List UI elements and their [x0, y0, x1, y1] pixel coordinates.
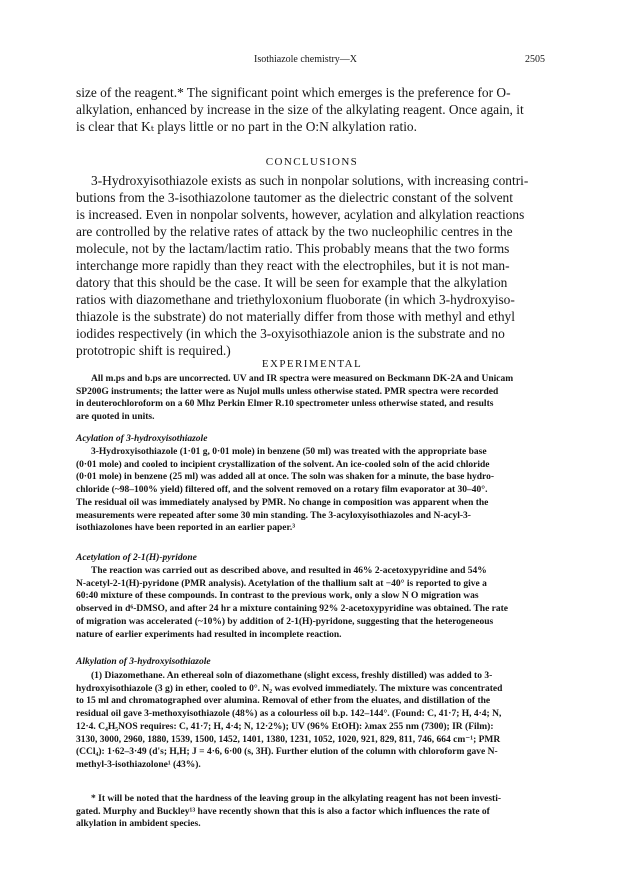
text-line: nature of earlier experiments had resulted in incomplete reaction. — [76, 629, 342, 640]
text-line: methyl-3-isothiazolone¹ (43%). — [76, 759, 201, 770]
text-line: The reaction was carried out as described above, and resulted in 46% 2-acetoxypyridine and 54% — [91, 566, 487, 576]
acetylation-heading: Acetylation of 2-1(H)-pyridone — [76, 553, 197, 563]
text-line: 3-Hydroxyisothiazole (1·01 g, 0·01 mole) in benzene (50 ml) was treated with the appropriate base — [91, 447, 487, 457]
text-line: interchange more rapidly than they react with the electrophiles, but it is not man- — [76, 258, 510, 273]
text-line: size of the reagent.* The significant point which emerges is the preference for O- — [76, 85, 511, 100]
text-line: are quoted in units. — [76, 412, 155, 423]
text-line: (0·01 mole) in benzene (25 ml) was added all at once. The soln was shaken for a minute, the base hydro- — [76, 472, 495, 483]
text-line: observed in d⁶-DMSO, and after 24 hr a mixture containing 92% 2-acetoxypyridine was obtained. The rate — [76, 604, 509, 615]
text-line: 12·4. C₄H₅NOS requires: C, 41·7; H, 4·4; N, 12·2%); UV (96% EtOH): λmax 255 nm (7300); IR (Film): — [76, 721, 494, 732]
text-line: 3-Hydroxyisothiazole exists as such in nonpolar solutions, with increasing contri- — [91, 173, 529, 188]
text-line: All m.ps and b.ps are uncorrected. UV and IR spectra were measured on Beckmann DK-2A and Unicam — [91, 374, 514, 384]
footnote-line: * It will be noted that the hardness of the leaving group in the alkylating reagent has not been investi- — [91, 794, 502, 804]
footnote — [76, 793, 548, 831]
text-line: to 15 ml and chromatographed over alumina. Removal of ether from the eluates, and distillation of the — [76, 696, 491, 707]
conclusions-heading: CONCLUSIONS — [265, 156, 359, 168]
text-line: datory that this should be the case. It will be seen for example that the alkylation — [76, 275, 508, 290]
text-line: (1) Diazomethane. An ethereal soln of diazomethane (slight excess, freshly distilled) was added to 3- — [91, 671, 493, 681]
text-line: SP200G instruments; the latter were as Nujol mulls unless otherwise stated. PMR spectra were recorded — [76, 386, 499, 397]
text-line: chloride (~98–100% yield) filtered off, and the solvent removed on a rotary film evaporator at 30–40°. — [76, 485, 488, 496]
text-line: is increased. Even in nonpolar solvents, however, acylation and alkylation reactions — [76, 207, 525, 222]
experimental-general — [76, 373, 548, 424]
text-line: residual oil gave 3-methoxyisothiazole (48%) as a colourless oil b.p. 142–144°. (Found: C, 41·7; H, 4·4; N, — [76, 709, 502, 720]
text-line: 3130, 3000, 2960, 1880, 1539, 1500, 1452, 1401, 1380, 1231, 1052, 1020, 921, 829, 811, 746, 664 cm⁻¹; PMR — [76, 734, 501, 745]
acylation-paragraph — [76, 446, 548, 535]
text-line: molecule, not by the lactam/lactim ratio. This probably means that the two forms — [76, 241, 510, 256]
text-line: in deuterochloroform on a 60 Mhz Perkin Elmer R.10 spectrometer unless otherwise stated, and results — [76, 399, 494, 410]
conclusions-paragraph — [76, 172, 548, 359]
running-title: Isothiazole chemistry—X — [254, 54, 358, 65]
text-line: 60:40 mixture of these compounds. In contrast to the previous work, only a slow N O migration was — [76, 591, 479, 602]
alkylation-heading: Alkylation of 3-hydroxyisothiazole — [76, 657, 211, 667]
page-number: 2505 — [525, 54, 545, 65]
text-line: hydroxyisothiazole (3 g) in ether, cooled to 0°. N₂ was evolved immediately. The mixture was concentrated — [76, 683, 503, 694]
text-line: of migration was accelerated (~10%) by addition of 2-1(H)-pyridone, suggesting that the heterogeneous — [76, 616, 494, 627]
text-line: is clear that Kₜ plays little or no part in the O:N alkylation ratio. — [76, 119, 417, 134]
footnote-line: alkylation in ambident species. — [76, 819, 201, 830]
text-line: measurements were repeated after some 30 min standing. The 3-acyloxyisothiazoles and N-acyl-3- — [76, 510, 471, 521]
text-line: isothiazolones have been reported in an earlier paper.³ — [76, 523, 296, 534]
text-line: N-acetyl-2-1(H)-pyridone (PMR analysis). Acetylation of the thallium salt at −40° is reported to give a — [76, 578, 487, 589]
text-line: (CCl₄): 1·62–3·49 (d's; H,H; J = 4·6, 6·00 (s, 3H). Further elution of the column with chloroform gave N- — [76, 747, 498, 758]
alkylation-paragraph — [76, 670, 548, 772]
running-head — [76, 54, 545, 68]
text-line: butions from the 3-isothiazolone tautomer as the dielectric constant of the solvent — [76, 190, 513, 205]
text-line: The residual oil was immediately analysed by PMR. No change in composition was apparent when the — [76, 497, 489, 508]
text-line: are controlled by the relative rates of attack by the two nucleophilic centres in the — [76, 224, 513, 239]
text-line: thiazole is the substrate) do not materially differ from those with methyl and ethyl — [76, 309, 515, 324]
experimental-heading: EXPERIMENTAL — [261, 358, 363, 370]
footnote-line: gated. Murphy and Buckley¹³ have recently shown that this is also a factor which influences the rate of — [76, 806, 490, 817]
acylation-heading: Acylation of 3-hydroxyisothiazole — [76, 434, 208, 444]
text-line: alkylation, enhanced by increase in the size of the alkylating reagent. Once again, it — [76, 102, 524, 117]
text-line: (0·01 mole) and cooled to incipient crystallization of the solvent. An ice-cooled soln of the acid chloride — [76, 459, 490, 470]
acetylation-paragraph — [76, 565, 548, 641]
text-line: iodides respectively (in which the 3-oxyisothiazole anion is the substrate and no — [76, 326, 505, 341]
text-line: ratios with diazomethane and triethyloxonium fluoborate (in which 3-hydroxyiso- — [76, 292, 515, 307]
text-line: prototropic shift is required.) — [76, 343, 231, 358]
intro-paragraph — [76, 84, 548, 135]
